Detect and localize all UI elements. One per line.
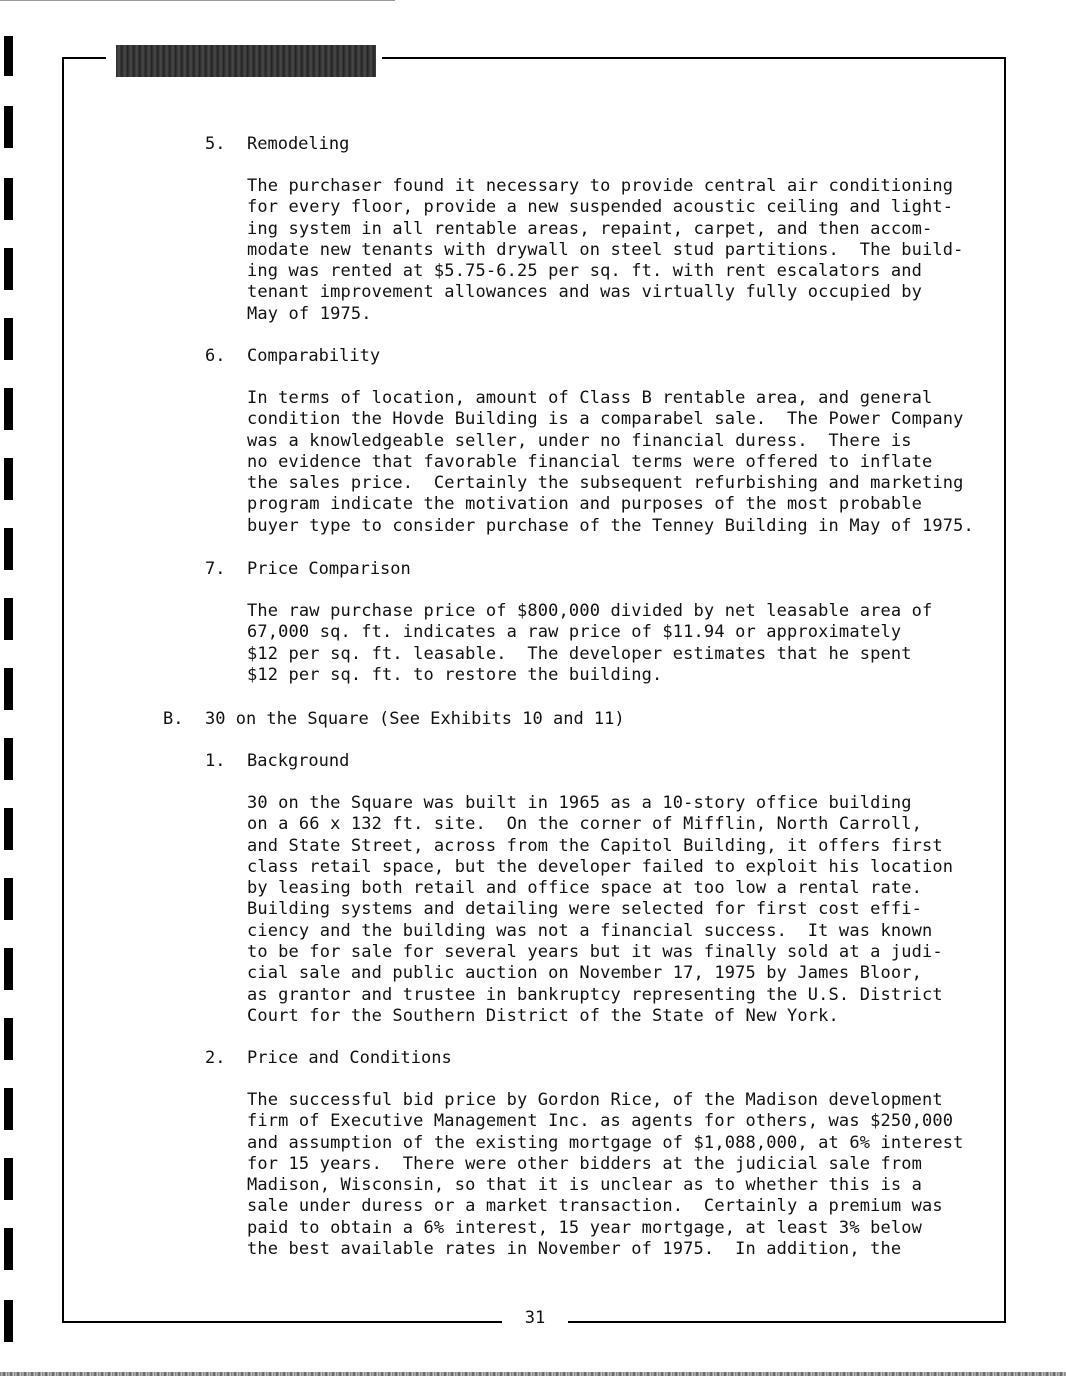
binder-punch-mark	[4, 318, 13, 360]
binder-punch-mark	[4, 248, 13, 290]
binder-punch-mark	[4, 1018, 13, 1060]
binder-punch-mark	[4, 106, 13, 148]
frame-bottom-left-line	[62, 1321, 502, 1323]
section-number: 5.	[205, 134, 226, 154]
frame-top-right-line	[382, 57, 1006, 59]
binder-punch-mark	[4, 668, 13, 710]
binder-punch-mark	[4, 388, 13, 430]
section-number: 2.	[205, 1048, 226, 1068]
section-number: 1.	[205, 751, 226, 771]
binder-punch-mark	[4, 878, 13, 920]
section-heading: Price and Conditions	[247, 1048, 452, 1068]
binder-punch-mark	[4, 598, 13, 640]
section-heading: Price Comparison	[247, 559, 411, 579]
top-edge-rule	[0, 0, 395, 1]
binder-punch-mark	[4, 738, 13, 780]
section-body: The purchaser found it necessary to provide central air conditioning for every floor, provide a new suspended acoustic ceiling and light- ing system in all rentable areas, repaint, carpet, and then accom- modate new tenants with drywall on steel stud partitions. The build- ing was rented at $5.75-6.25 per sq. ft. with rent escalators and tenant improvement allowances and was virtually fully occupied by May of 1975.	[247, 176, 964, 324]
frame-right-line	[1004, 57, 1006, 1323]
bottom-edge-scan-noise	[0, 1372, 1066, 1376]
frame-top-left-line	[62, 57, 106, 59]
page-number: 31	[524, 1308, 546, 1328]
frame-left-line	[62, 57, 64, 1323]
section-number: 7.	[205, 559, 226, 579]
section-number: 6.	[205, 346, 226, 366]
binder-punch-mark	[4, 36, 13, 76]
binder-punch-mark	[4, 1228, 13, 1270]
section-heading: Comparability	[247, 346, 381, 366]
binder-punch-mark	[4, 528, 13, 570]
binder-punch-mark	[4, 1088, 13, 1130]
section-body: The raw purchase price of $800,000 divided by net leasable area of 67,000 sq. ft. indicates a raw price of $11.94 or approximately $12 per sq. ft. leasable. The developer estimates that he spent $12 per sq. ft. to restore the building.	[247, 601, 933, 685]
section-body: In terms of location, amount of Class B rentable area, and general condition the Hovde Building is a comparabel sale. The Power Company was a knowledgeable seller, under no financial duress. There is no evidence that favorable financial terms were offered to inflate the sales price. Certainly the subsequent refurbishing and marketing program indicate the motivation and purposes of the most probable buyer type to consider purchase of the Tenney Building in May of 1975.	[247, 388, 974, 536]
frame-bottom-right-line	[568, 1321, 1006, 1323]
section-heading: Background	[247, 751, 350, 771]
binder-punch-mark	[4, 458, 13, 500]
binder-punch-mark	[4, 948, 13, 990]
binder-punch-mark	[4, 1300, 13, 1342]
section-number: B.	[163, 709, 184, 729]
section-heading: Remodeling	[247, 134, 350, 154]
section-body: The successful bid price by Gordon Rice, of the Madison development firm of Executive Management Inc. as agents for others, was $250,000 and assumption of the existing mortgage of $1,088,000, at 6% interest for 15 years. There were other bidders at the judicial sale from Madison, Wisconsin, so that it is unclear as to whether this is a sale under duress or a market transaction. Certainly a premium was paid to obtain a 6% interest, 15 year mortgage, at least 3% below the best available rates in November of 1975. In addition, the	[247, 1090, 964, 1260]
header-tab-bar	[116, 45, 376, 77]
binder-punch-mark	[4, 808, 13, 850]
binder-punch-mark	[4, 1158, 13, 1200]
section-body: 30 on the Square was built in 1965 as a 10-story office building on a 66 x 132 ft. site. On the corner of Mifflin, North Carroll, and State Street, across from the Capitol Building, it offers first class retail space, but the developer failed to exploit his location by leasing both retail and office space at too low a rental rate. Building systems and detailing were selected for first cost effi- ciency and the building was not a financial success. It was known to be for sale for several years but it was finally sold at a judi- cial sale and public auction on November 17, 1975 by James Bloor, as grantor and trustee in bankruptcy representing the U.S. District Court for the Southern District of the State of New York.	[247, 793, 954, 1026]
section-heading: 30 on the Square (See Exhibits 10 and 11)	[205, 709, 625, 729]
binder-punch-mark	[4, 178, 13, 220]
